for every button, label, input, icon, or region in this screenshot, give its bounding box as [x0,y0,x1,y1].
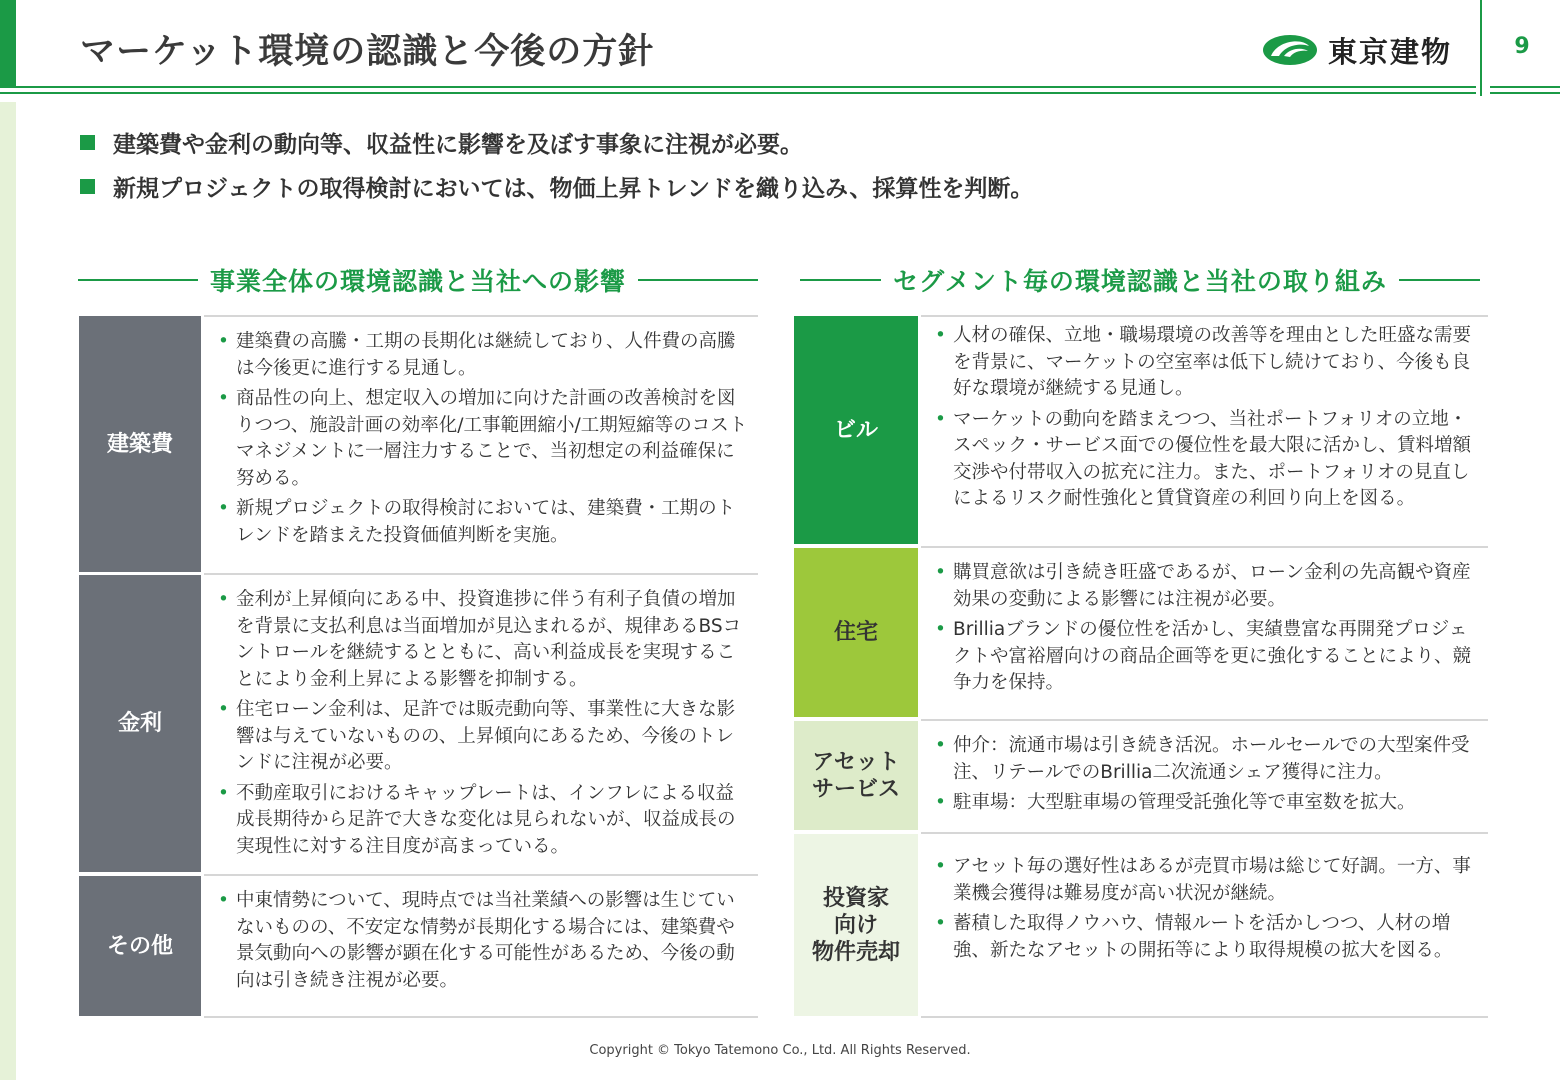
list-item-text: 金利が上昇傾向にある中、投資進捗に伴う有利子負債の増加を背景に支払利息は当面増加が見込まれるが、規律あるBSコントロールを継続するとともに、高い利益成長を実現することにより金利上昇による影響を抑制する。 [236,589,742,690]
row-content-interest-rate [204,573,758,874]
segment-label-housing: 住宅 [794,548,918,717]
bullet-dot-icon: • [935,856,946,877]
heading-rule [800,279,881,281]
bullet-dot-icon: • [935,325,946,346]
bullet-dot-icon: • [935,913,946,934]
list-item-text: 商品性の向上、想定収入の増加に向けた計画の改善検討を図りつつ、施設計画の効率化/工事範囲縮小/工期短縮等のコストマネジメントに一層注力することで、当初想定の利益確保に努める。 [236,388,748,489]
segment-label-investor-sales: 投資家 向け 物件売却 [794,834,918,1016]
list-item [935,560,1480,613]
list-item [935,911,1480,964]
logo-mark-icon [1262,34,1318,66]
heading-rule [78,279,198,281]
bullet-dot-icon: • [218,331,229,352]
list-item-text: マーケットの動向を踏まえつつ、当社ポートフォリオの立地・スペック・サービス面での優位性を最大限に活かし、賃料増額交渉や付帯収入の拡充に注力。また、ポートフォリオの見直しによるリスク耐性強化と賃貸資産の利回り向上を図る。 [953,408,1472,509]
logo-text: 東京建物 [1328,34,1453,69]
list-item [935,854,1480,907]
list-item-text: 不動産取引におけるキャップレートは、インフレによる収益成長期待から足許で大きな変化は見られないが、収益成長の実現性に対する注目度が高まっている。 [236,782,736,857]
copyright-footer: Copyright © Tokyo Tatemono Co., Ltd. All Rights Reserved. [589,1043,971,1058]
row-content-construction-cost [204,315,758,573]
list-item-text: Brilliaブランドの優位性を活かし、実績豊富な再開発プロジェクトや富裕層向けの商品企画等を更に強化することにより、競争力を保持。 [953,619,1472,693]
header-divider [1480,0,1482,96]
segment-label-building: ビル [794,316,918,544]
list-item [935,407,1480,513]
bullet-dot-icon: • [935,792,946,813]
summary-bullets [80,120,1033,208]
summary-bullet [80,120,1033,164]
list-item [218,888,750,994]
bullet-dot-icon: • [218,699,229,720]
summary-bullet-text: 建築費や金利の動向等、収益性に影響を及ぼす事象に注視が必要。 [113,131,803,158]
list-item-text: 新規プロジェクトの取得検討においては、建築費・工期のトレンドを踏まえた投資価値判断を実施。 [236,498,736,546]
square-bullet-icon [80,135,95,150]
summary-bullet [80,164,1033,208]
page-title: マーケット環境の認識と今後の方針 [80,32,655,72]
segment-content-housing [921,546,1488,719]
header-accent-bar [0,0,16,86]
list-item-text: 仲介：流通市場は引き続き活況。ホールセールでの大型案件受注、リテールでのBrillia二次流通シェア獲得に注力。 [953,735,1470,783]
list-item-text: 住宅ローン金利は、足許では販売動向等、事業性に大きな影響は与えていないものの、上昇傾向にあるため、今後のトレンドに注視が必要。 [236,699,736,773]
square-bullet-icon [80,179,95,194]
list-item [218,697,750,777]
segment-content-investor-sales [921,832,1488,1018]
bullet-dot-icon: • [218,782,229,804]
list-item [935,617,1480,697]
header-rule-bottom-right [1490,92,1560,94]
bullet-dot-icon: • [935,408,946,430]
page-number: 9 [1514,34,1530,59]
header-rule-top-left [0,86,1476,88]
list-item-text: アセット毎の選好性はあるが売買市場は総じて好調。一方、事業機会獲得は難易度が高い状況が継続。 [953,856,1471,904]
row-label-interest-rate: 金利 [79,575,201,872]
left-section-heading [78,258,758,302]
list-item [935,323,1480,403]
bullet-dot-icon: • [218,498,229,519]
right-section-title: セグメント毎の環境認識と当社の取り組み [893,267,1387,296]
list-item-text: 駐車場：大型駐車場の管理受託強化等で車室数を拡大。 [953,792,1416,813]
list-item-text: 人材の確保、立地・職場環境の改善等を理由とした旺盛な需要を背景に、マーケットの空室率は低下し続けており、今後も良好な環境が継続する見通し。 [953,325,1472,399]
header-rule-bottom-left [0,92,1476,94]
bullet-dot-icon: • [935,562,946,583]
row-label-construction-cost: 建築費 [79,316,201,572]
bullet-dot-icon: • [935,735,946,756]
list-item [218,781,750,861]
heading-rule [1399,279,1480,281]
list-item [218,496,750,549]
header-rule-top-right [1490,86,1560,88]
side-decoration-bar [0,102,16,1080]
list-item-text: 建築費の高騰・工期の長期化は継続しており、人件費の高騰は今後更に進行する見通し。 [236,331,736,379]
list-item [935,733,1480,786]
list-item-text: 購買意欲は引き続き旺盛であるが、ローン金利の先高観や資産効果の変動による影響には注視が必要。 [953,562,1471,610]
list-item-text: 蓄積した取得ノウハウ、情報ルートを活かしつつ、人材の増強、新たなアセットの開拓等により取得規模の拡大を図る。 [953,913,1453,961]
company-logo [1262,30,1452,70]
row-content-other [204,874,758,1018]
summary-bullet-text: 新規プロジェクトの取得検討においては、物価上昇トレンドを織り込み、採算性を判断。 [113,175,1034,202]
row-label-other: その他 [79,876,201,1016]
bullet-dot-icon: • [935,619,946,640]
list-item [935,790,1480,817]
right-section-heading [800,258,1480,302]
bullet-dot-icon: • [218,589,229,610]
list-item [218,587,750,693]
bullet-dot-icon: • [218,388,229,409]
heading-rule [638,279,758,281]
list-item-text: 中東情勢について、現時点では当社業績への影響は生じていないものの、不安定な情勢が長期化する場合には、建築費や景気動向への影響が顕在化する可能性があるため、今後の動向は引き続き注視が必要。 [236,890,735,991]
list-item [218,386,750,492]
left-section-title: 事業全体の環境認識と当社への影響 [210,267,627,296]
list-item [218,329,750,382]
bullet-dot-icon: • [218,890,229,911]
segment-label-asset-service: アセット サービス [794,721,918,830]
segment-content-building [921,315,1488,546]
segment-content-asset-service [921,719,1488,832]
